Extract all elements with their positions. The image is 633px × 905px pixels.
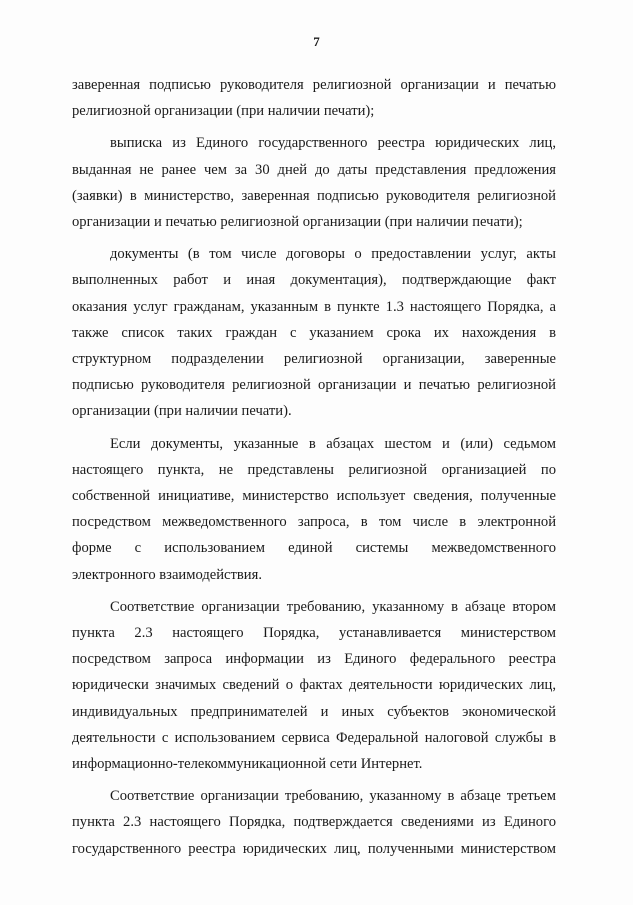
text-line: Соответствие организации требованию, указанному в абзаце третьем	[110, 788, 556, 805]
text-line: выполненных работ и иная документация), подтверждающие факт	[72, 272, 556, 289]
paragraph	[72, 72, 556, 124]
paragraph	[72, 130, 556, 235]
page-number: 7	[313, 34, 320, 49]
document-body	[72, 72, 556, 862]
paragraph	[72, 783, 556, 862]
text-line: организации и печатью религиозной организации (при наличии печати);	[72, 214, 523, 231]
text-line: посредством межведомственного запроса, в том числе в электронной	[72, 514, 556, 531]
text-line: пункта 2.3 настоящего Порядка, устанавливается министерством	[72, 625, 556, 642]
text-line: собственной инициативе, министерство использует сведения, полученные	[72, 488, 556, 505]
paragraph	[72, 431, 556, 588]
text-line: пункта 2.3 настоящего Порядка, подтверждается сведениями из Единого	[72, 814, 556, 831]
text-line: форме с использованием единой системы межведомственного	[72, 540, 556, 557]
text-line: государственного реестра юридических лиц, полученными министерством	[72, 840, 556, 857]
paragraph	[72, 594, 556, 777]
text-line: посредством запроса информации из Единого федерального реестра	[72, 651, 556, 668]
text-line: подписью руководителя религиозной организации и печатью религиозной	[72, 377, 556, 394]
text-line: структурном подразделении религиозной организации, заверенные	[72, 351, 556, 368]
text-line: настоящего пункта, не представлены религиозной организацией по	[72, 461, 556, 478]
text-line: выписка из Единого государственного реестра юридических лиц,	[110, 135, 556, 152]
text-line: индивидуальных предпринимателей и иных субъектов экономической	[72, 703, 556, 720]
text-line: Соответствие организации требованию, указанному в абзаце втором	[110, 598, 556, 615]
text-line: электронного взаимодействия.	[72, 566, 262, 583]
text-line: религиозной организации (при наличии печати);	[72, 103, 375, 120]
text-line: оказания услуг гражданам, указанным в пункте 1.3 настоящего Порядка, а	[72, 298, 556, 315]
paragraph	[72, 241, 556, 424]
text-line: Если документы, указанные в абзацах шестом и (или) седьмом	[110, 435, 556, 452]
text-line: информационно-телекоммуникационной сети Интернет.	[72, 756, 423, 773]
text-line: также список таких граждан с указанием срока их нахождения в	[72, 324, 556, 341]
text-line: выданная не ранее чем за 30 дней до даты представления предложения	[72, 161, 556, 178]
text-line: организации (при наличии печати).	[72, 403, 292, 420]
text-line: документы (в том числе договоры о предоставлении услуг, акты	[110, 246, 556, 263]
text-line: заверенная подписью руководителя религиозной организации и печатью	[72, 77, 556, 93]
text-line: (заявки) в министерство, заверенная подписью руководителя религиозной	[72, 187, 556, 204]
text-line: деятельности с использованием сервиса Федеральной налоговой службы в	[72, 729, 556, 746]
text-line: юридически значимых сведений о фактах деятельности юридических лиц,	[72, 677, 556, 694]
